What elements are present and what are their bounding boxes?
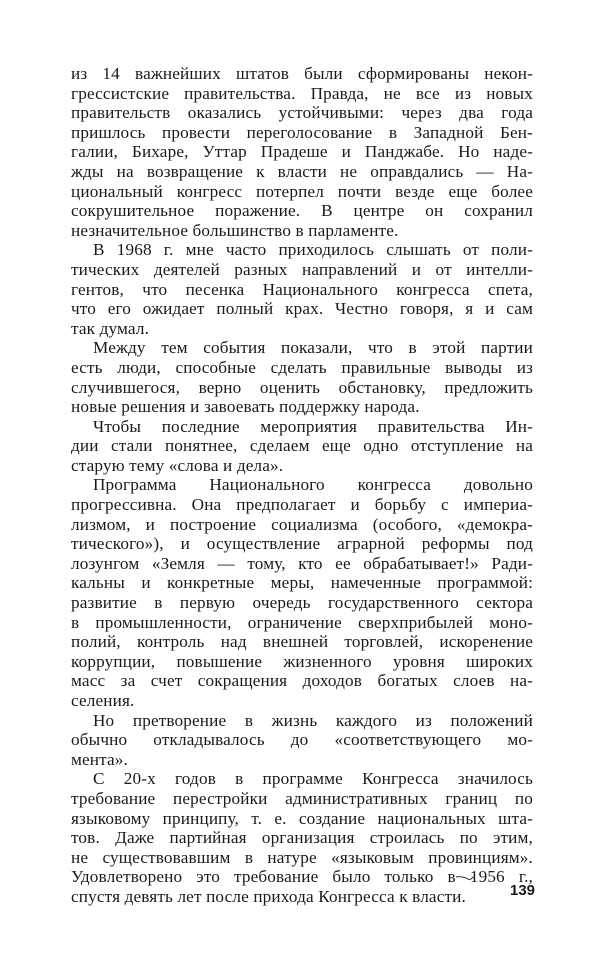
- text-line: тического»), и осуществление аграрной реформы под: [71, 534, 533, 554]
- text-line: правительств оказались устойчивыми: через два года: [71, 103, 533, 123]
- paragraph: [71, 475, 533, 710]
- text-line: старую тему «слова и дела».: [71, 455, 284, 475]
- text-line: есть люди, способные сделать правильные выводы из: [71, 357, 533, 377]
- text-line: обычно откладывалось до «соответствующего мо-: [71, 730, 533, 750]
- text-line: мента».: [71, 749, 128, 769]
- paragraph: [71, 769, 536, 906]
- text-line: гентов, что песенка Национального конгресса спета,: [71, 279, 533, 299]
- text-line: новые решения и завоевать поддержку народа.: [71, 397, 420, 417]
- text-line: пришлось провести переголосование в Западной Бен-: [71, 122, 533, 142]
- text-line: кальны и конкретные меры, намеченные программой:: [71, 573, 533, 593]
- page-number: 139: [510, 882, 536, 899]
- text-line: лозунгом «Земля — тому, кто ее обрабатывает!» Ради-: [71, 553, 533, 573]
- pen-mark-squiggle-icon: [455, 874, 477, 882]
- text-line: жды на возвращение к власти не оправдались — На-: [71, 161, 533, 181]
- text-line: лизмом, и построение социализма (особого, «демокра-: [71, 514, 533, 534]
- text-line: спустя девять лет после прихода Конгресса к власти.: [71, 886, 466, 906]
- text-line: Программа Национального конгресса довольно: [93, 475, 533, 495]
- text-line: С 20-х годов в программе Конгресса значилось: [93, 769, 533, 789]
- text-line: прогрессивна. Она предполагает и борьбу с империа-: [71, 495, 533, 515]
- text-line: коррупции, повышение жизненного уровня широких: [71, 651, 533, 671]
- text-line: сокрушительное поражение. В центре он сохранил: [71, 201, 533, 221]
- text-line: языковому принципу, т. е. создание национальных шта-: [71, 808, 533, 828]
- text-line: развитие в первую очередь государственного сектора: [71, 593, 533, 613]
- paragraph: [71, 711, 533, 770]
- paragraph: [71, 240, 533, 338]
- page-body-text: [71, 64, 536, 907]
- text-line: из 14 важнейших штатов были сформированы некон-: [71, 64, 533, 83]
- text-line: циональный конгресс потерпел почти везде еще более: [71, 181, 533, 201]
- text-line: дии стали понятнее, сделаем еще одно отступление на: [71, 436, 533, 456]
- text-line: тических деятелей разных направлений и от интелли-: [71, 259, 533, 279]
- text-line: незначительное большинство в парламенте.: [71, 220, 399, 240]
- text-line: так думал.: [71, 318, 150, 338]
- text-line: галии, Бихаре, Уттар Прадеше и Панджабе. Но наде-: [71, 142, 533, 162]
- text-line: в промышленности, ограничение сверхприбылей моно-: [71, 612, 533, 632]
- text-line: селения.: [71, 691, 135, 710]
- text-line: Чтобы последние мероприятия правительства Ин-: [93, 416, 533, 436]
- text-line: требование перестройки административных границ по: [71, 788, 533, 808]
- text-line: не существовавшим в натуре «языковым провинциям».: [71, 847, 533, 867]
- text-line: случившегося, верно оценить обстановку, предложить: [71, 377, 533, 397]
- text-line: Но претворение в жизнь каждого из положений: [93, 710, 533, 730]
- paragraph: [71, 417, 533, 476]
- paragraph: [71, 338, 533, 416]
- text-line: грессистские правительства. Правда, не все из новых: [71, 83, 533, 103]
- text-line: Между тем события показали, что в этой партии: [93, 338, 533, 358]
- text-line: масс за счет сокращения доходов богатых слоев на-: [71, 671, 533, 691]
- text-line: тов. Даже партийная организация строилась по этим,: [71, 828, 533, 848]
- text-line: В 1968 г. мне часто приходилось слышать от поли-: [93, 240, 533, 260]
- text-line: полий, контроль над внешней торговлей, искоренение: [71, 632, 533, 652]
- text-line: что его ожидает полный крах. Честно говоря, я и сам: [71, 299, 533, 319]
- text-line: Удовлетворено это требование было только в 1956 г.,: [71, 867, 533, 887]
- paragraph: [71, 64, 533, 240]
